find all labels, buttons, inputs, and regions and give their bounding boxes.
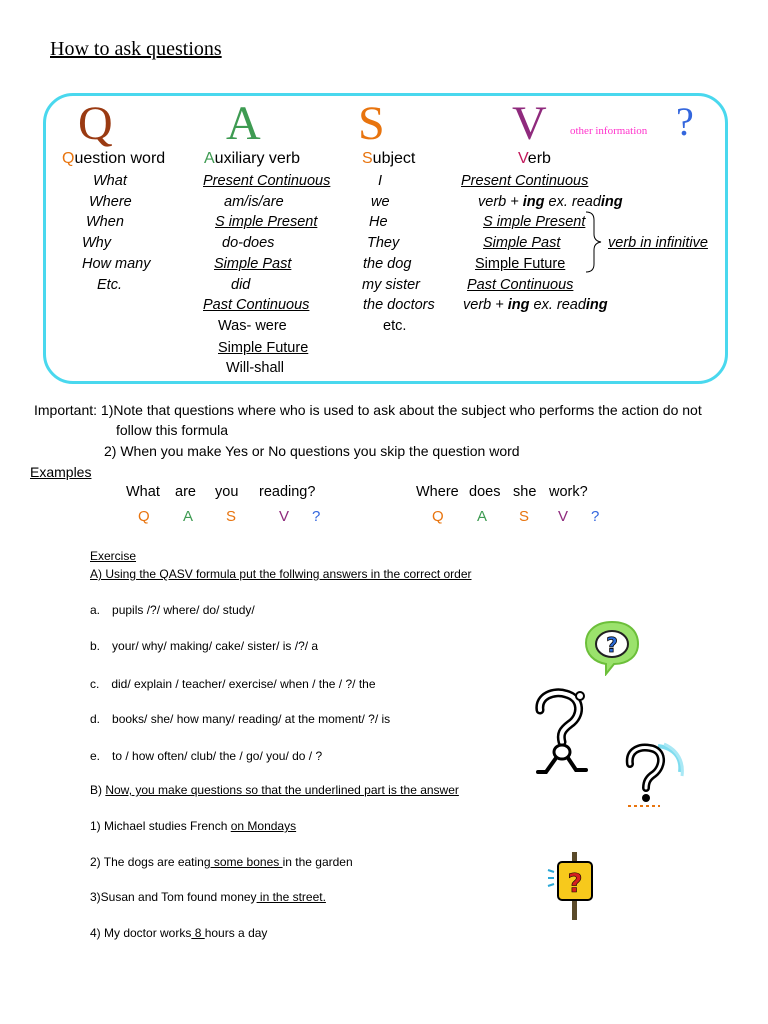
important-note-2: 2) When you make Yes or No questions you skip the question word [104, 443, 520, 459]
letter-v: V [512, 97, 547, 150]
question-word: Why [82, 235, 111, 251]
example-tag-q: Q [138, 508, 150, 525]
example-word: work? [549, 484, 588, 500]
letter-q: Q [78, 97, 113, 150]
exercise-label: Exercise [90, 549, 137, 563]
letter-s: S [358, 97, 385, 150]
example-word: she [513, 484, 537, 500]
subject-item: the dog [363, 256, 412, 272]
question-mark-glyph: ? [676, 99, 694, 144]
example-tag-s: S [226, 508, 237, 525]
letter-a: A [226, 97, 261, 150]
verb-past-continuous: Past Continuous [467, 277, 574, 293]
aux-form: Will-shall [226, 360, 284, 376]
header-question-word: Question word [62, 150, 166, 167]
header-verb: Verb [518, 150, 551, 167]
subject-item: They [367, 235, 400, 251]
example-word: reading? [259, 484, 316, 500]
example-word: does [469, 484, 501, 500]
exercise-b-item: 2) The dogs are eating some bones in the garden [90, 855, 353, 869]
verb-present-continuous: Present Continuous [461, 173, 589, 189]
example-tag-s: S [519, 508, 530, 525]
aux-simple-future: Simple Future [218, 340, 309, 356]
aux-simple-present: S imple Present [215, 214, 318, 230]
subject-item: my sister [362, 277, 420, 293]
subject-item: He [369, 214, 388, 230]
subject-item: we [371, 194, 390, 210]
exercise-a-item: d. books/ she/ how many/ reading/ at the moment/ ?/ is [90, 712, 391, 726]
example-tag-q: Q [432, 508, 444, 525]
aux-simple-past: Simple Past [214, 256, 292, 272]
other-information: other information [570, 125, 648, 137]
example-tag-v: V [279, 508, 290, 525]
exercise-b-item: 1) Michael studies French on Mondays [90, 819, 297, 833]
walking-question-mark-icon [532, 688, 594, 778]
example-tag-v: V [558, 508, 569, 525]
aux-past-continuous: Past Continuous [203, 297, 310, 313]
exercise-b-item: 3)Susan and Tom found money in the street. [90, 890, 326, 904]
question-word: How many [82, 256, 151, 272]
subject-item: I [378, 173, 383, 189]
example-tag-question: ? [312, 508, 321, 525]
svg-text:?: ? [567, 869, 583, 899]
verb-ing-rule: verb + ing ex. reading [478, 194, 623, 210]
subject-item: etc. [383, 318, 407, 334]
aux-present-continuous: Present Continuous [203, 173, 331, 189]
exercise-b-item: 4) My doctor works 8 hours a day [90, 926, 268, 940]
verb-ing-rule: verb + ing ex. reading [463, 297, 608, 313]
exercise-a-item: b. your/ why/ making/ cake/ sister/ is /?/ a [90, 639, 319, 653]
example-tag-question: ? [591, 508, 600, 525]
verb-simple-future: Simple Future [475, 256, 566, 272]
exercise-a-instructions: A) Using the QASV formula put the follwing answers in the correct order [90, 567, 472, 581]
example-word: What [126, 484, 160, 500]
exercise-a-item: a. pupils /?/ where/ do/ study/ [90, 603, 255, 617]
question-word: When [86, 214, 124, 230]
aux-form: do-does [222, 235, 275, 251]
svg-text:?: ? [606, 633, 618, 657]
question-word: What [93, 173, 127, 189]
header-subject: Subject [362, 150, 416, 167]
curly-brace-icon [584, 210, 606, 274]
exercise-a-item: e. to / how often/ club/ the / go/ you/ do / ? [90, 749, 323, 763]
question-word: Where [89, 194, 132, 210]
example-word: are [175, 484, 196, 500]
question-word: Etc. [97, 277, 122, 293]
question-bubble-icon [584, 618, 640, 676]
page-title: How to ask questions [50, 38, 222, 60]
thinking-question-mark-icon [620, 742, 686, 810]
question-signpost-icon [546, 850, 602, 922]
verb-simple-past: Simple Past [483, 235, 561, 251]
examples-label: Examples [30, 464, 92, 480]
important-note-1-cont: follow this formula [116, 422, 229, 438]
verb-simple-present: S imple Present [483, 214, 586, 230]
exercise-b-instructions: B) Now, you make questions so that the underlined part is the answer [90, 783, 459, 797]
example-tag-a: A [477, 508, 488, 525]
aux-form: am/is/are [224, 194, 284, 210]
example-tag-a: A [183, 508, 194, 525]
example-word: you [215, 484, 239, 500]
header-auxiliary-verb: Auxiliary verb [204, 150, 301, 167]
aux-form: did [231, 277, 251, 293]
verb-in-infinitive: verb in infinitive [608, 235, 708, 251]
example-word: Where [416, 484, 459, 500]
aux-form: Was- were [218, 318, 287, 334]
exercise-a-item: c. did/ explain / teacher/ exercise/ when / the / ?/ the [90, 677, 376, 691]
subject-item: the doctors [363, 297, 435, 313]
important-note-1: Important: 1)Note that questions where who is used to ask about the subject who performs the action do not [34, 402, 702, 418]
